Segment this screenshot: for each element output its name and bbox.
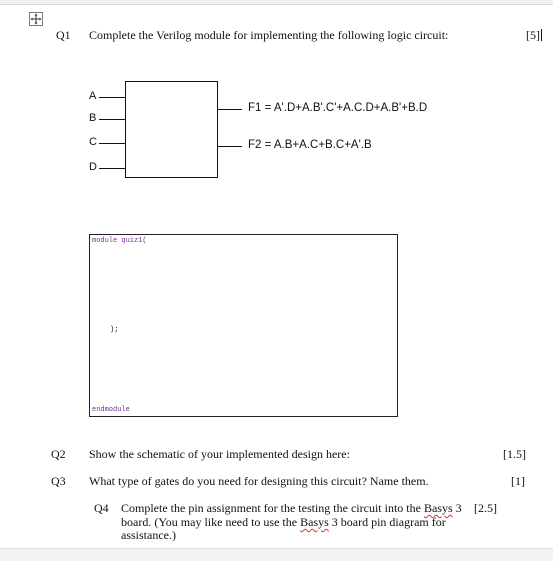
text-cursor xyxy=(541,29,542,41)
q4-text-line1 xyxy=(121,501,462,516)
q4-line2-post: 3 board pin diagram for xyxy=(328,515,446,529)
input-label-c: C xyxy=(89,136,97,148)
q2-text: Show the schematic of your implemented design here: xyxy=(89,447,350,461)
ruler-strip xyxy=(0,0,553,5)
table-move-handle-icon[interactable] xyxy=(29,12,43,26)
q4-marks: [2.5] xyxy=(474,501,497,515)
q4-text-post: 3 xyxy=(452,501,462,515)
code-line-module: module quiz1( xyxy=(92,237,147,245)
q2-marks: [1.5] xyxy=(503,447,526,461)
q4-number: Q4 xyxy=(94,501,109,515)
q4-line2-pre: board. (You may like need to use the xyxy=(121,515,301,529)
code-line-endmodule: endmodule xyxy=(92,406,130,414)
output-wire-f2 xyxy=(218,146,242,147)
spelling-error-basys-2: Basys xyxy=(300,515,329,529)
q1-number: Q1 xyxy=(56,28,71,42)
q3-number: Q3 xyxy=(51,474,66,488)
input-label-d: D xyxy=(89,161,97,173)
verilog-code-box[interactable] xyxy=(89,234,398,417)
q2-number: Q2 xyxy=(51,447,66,461)
input-wire-d xyxy=(99,168,125,169)
spelling-error-basys: Basys xyxy=(423,501,453,515)
code-line-close-paren: ); xyxy=(110,326,119,334)
q3-marks: [1] xyxy=(511,474,525,488)
input-label-b: B xyxy=(89,112,97,124)
input-wire-c xyxy=(99,143,125,144)
output-wire-f1 xyxy=(218,109,242,110)
q4-text-pre: Complete the pin assignment for the testing the circuit into the xyxy=(121,501,424,515)
q3-text: What type of gates do you need for designing this circuit? Name them. xyxy=(89,474,429,488)
q4-text-line3: assistance.) xyxy=(121,528,176,542)
input-wire-a xyxy=(99,97,125,98)
output-expression-f1: F1 = A'.D+A.B'.C'+A.C.D+A.B'+B.D xyxy=(248,102,428,114)
circuit-block xyxy=(125,81,218,178)
q1-marks xyxy=(526,28,542,43)
status-bar-strip xyxy=(0,548,553,561)
q1-text: Complete the Verilog module for implementing the following logic circuit: xyxy=(89,28,449,42)
q1-marks-text: [5] xyxy=(526,28,540,42)
output-expression-f2: F2 = A.B+A.C+B.C+A'.B xyxy=(248,139,372,151)
input-label-a: A xyxy=(89,90,97,102)
input-wire-b xyxy=(99,119,125,120)
